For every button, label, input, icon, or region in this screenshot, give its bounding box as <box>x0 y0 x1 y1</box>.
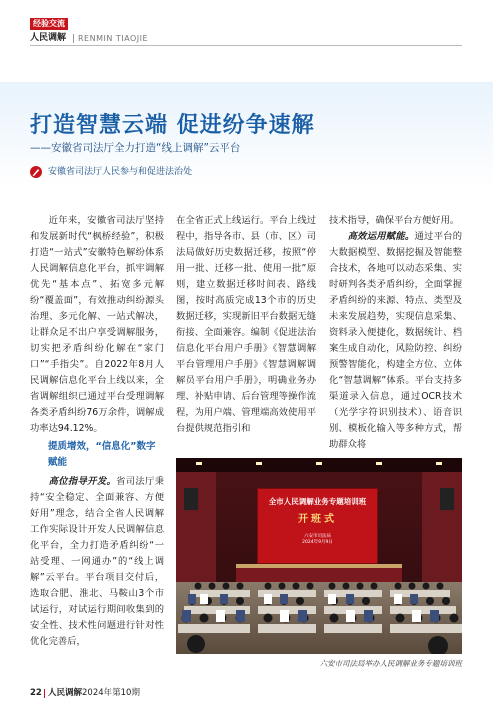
screen-title: 全市人民调解业务专题培训班 <box>268 497 367 506</box>
page-number: 22 <box>30 688 42 698</box>
paragraph-lead-in: 高位指导开发。 <box>48 476 117 487</box>
stage-screen <box>257 488 378 564</box>
publication-name: 人民调解 <box>48 688 83 698</box>
column-name: 人民调解 <box>30 33 67 43</box>
paragraph-continued-end: 技术指导，确保平台方便好用。 <box>329 215 460 226</box>
article-author: 安徽省司法厅人民参与和促进法治处 <box>48 167 193 177</box>
article-title: 打造智慧云端 促进纷争速解 <box>30 113 315 138</box>
photo-caption: 六安市司法局举办人民调解业务专题培训班 <box>319 659 462 668</box>
body-column-1 <box>30 213 164 437</box>
column-pinyin: RENMIN TIAOJIE <box>78 34 149 43</box>
section-tag: 经验交流 <box>30 18 68 30</box>
screen-main-text: 开班式 <box>298 514 337 525</box>
paragraph-intro: 近年来，安徽省司法厅坚持和发展新时代“枫桥经验”，积极打造“一站式”安徽特色解纷体系人民调解信息化平台，抓牢调解优先“基本点”、拓宽多元解纷“覆盖面”，有效推动纠纷源头治理、多元化解、一站式解决，让群众足不出户享受调解服务，切实把矛盾纠纷化解在“家门口”“手指尖”。自2022年8月人民调解信息化平台上线以来，全省调解组织已通过平台受理调解各类矛盾纠纷76万余件，调解成功率达94.12%。 <box>30 215 164 434</box>
body-column-2 <box>176 213 316 437</box>
paragraph-continued: 在全省正式上线运行。平台上线过程中，指导各市、县（市、区）司法局做好历史数据迁移，按照“停用一批、迁移一批、使用一批”原则，建立数据迁移时间表、路线图，按时高质完成13个市的历史数据迁移，实现新旧平台数据无缝衔接、全面兼容。编制《促进法治信息化平台用户手册》《智慧调解平台管理用户手册》《智慧调解调解员平台用户手册》，明确业务办理、补贴申请、后台管理等操作流程，为用户端、管理端高效使用平台提供规范指引和 <box>176 215 316 434</box>
screen-date: 2024年9月9日 <box>302 540 333 545</box>
header-rule <box>30 45 462 46</box>
pen-icon <box>30 166 42 178</box>
training-photo <box>176 458 462 654</box>
paragraph-body: 省司法厅秉持“安全稳定、全面兼容、方便好用”理念，结合全省人民调解工作实际设计开发人民调解信息化平台，全力打造矛盾纠纷“一站受理、一网通办”的“线上调解”云平台。平台项目交付后，选取合肥、淮北、马鞍山3个市试运行，对试运行期间收集到的安全性、技术性问题进行针对性优化完善后， <box>30 476 164 647</box>
body-column-3 <box>329 213 462 453</box>
section-subheading: 提质增效，“信息化”数字赋能 <box>48 441 156 468</box>
article-subtitle: ——安徽省司法厅全力打造“线上调解”云平台 <box>30 142 241 154</box>
paragraph-body: 通过平台的大数据模型、数据挖掘及智能整合技术，各地可以动态采集、实时研判各类矛盾纠纷，全面掌握矛盾纠纷的来源、特点、类型及未来发展趋势，实现信息采集、资料录入便捷化，数据统计、档案生成自动化，风险防控、纠纷预警智能化，构建全方位、立体化“智慧调解”体系。平台支持多渠道录入信息，通过OCR技术（光学字符识别技术）、语音识别、模板化输入等多种方式，帮助群众将 <box>329 231 462 450</box>
paragraph-guidance <box>30 474 164 650</box>
column-separator <box>73 34 74 43</box>
issue-number: 2024年第10期 <box>82 688 140 698</box>
paragraph-efficiency <box>329 229 462 453</box>
screen-organizer: 六安市司法局 <box>304 534 331 539</box>
footer-separator <box>44 689 45 698</box>
body-column-1-lower <box>30 474 164 650</box>
paragraph-lead-in: 高效运用赋能。 <box>347 231 415 242</box>
